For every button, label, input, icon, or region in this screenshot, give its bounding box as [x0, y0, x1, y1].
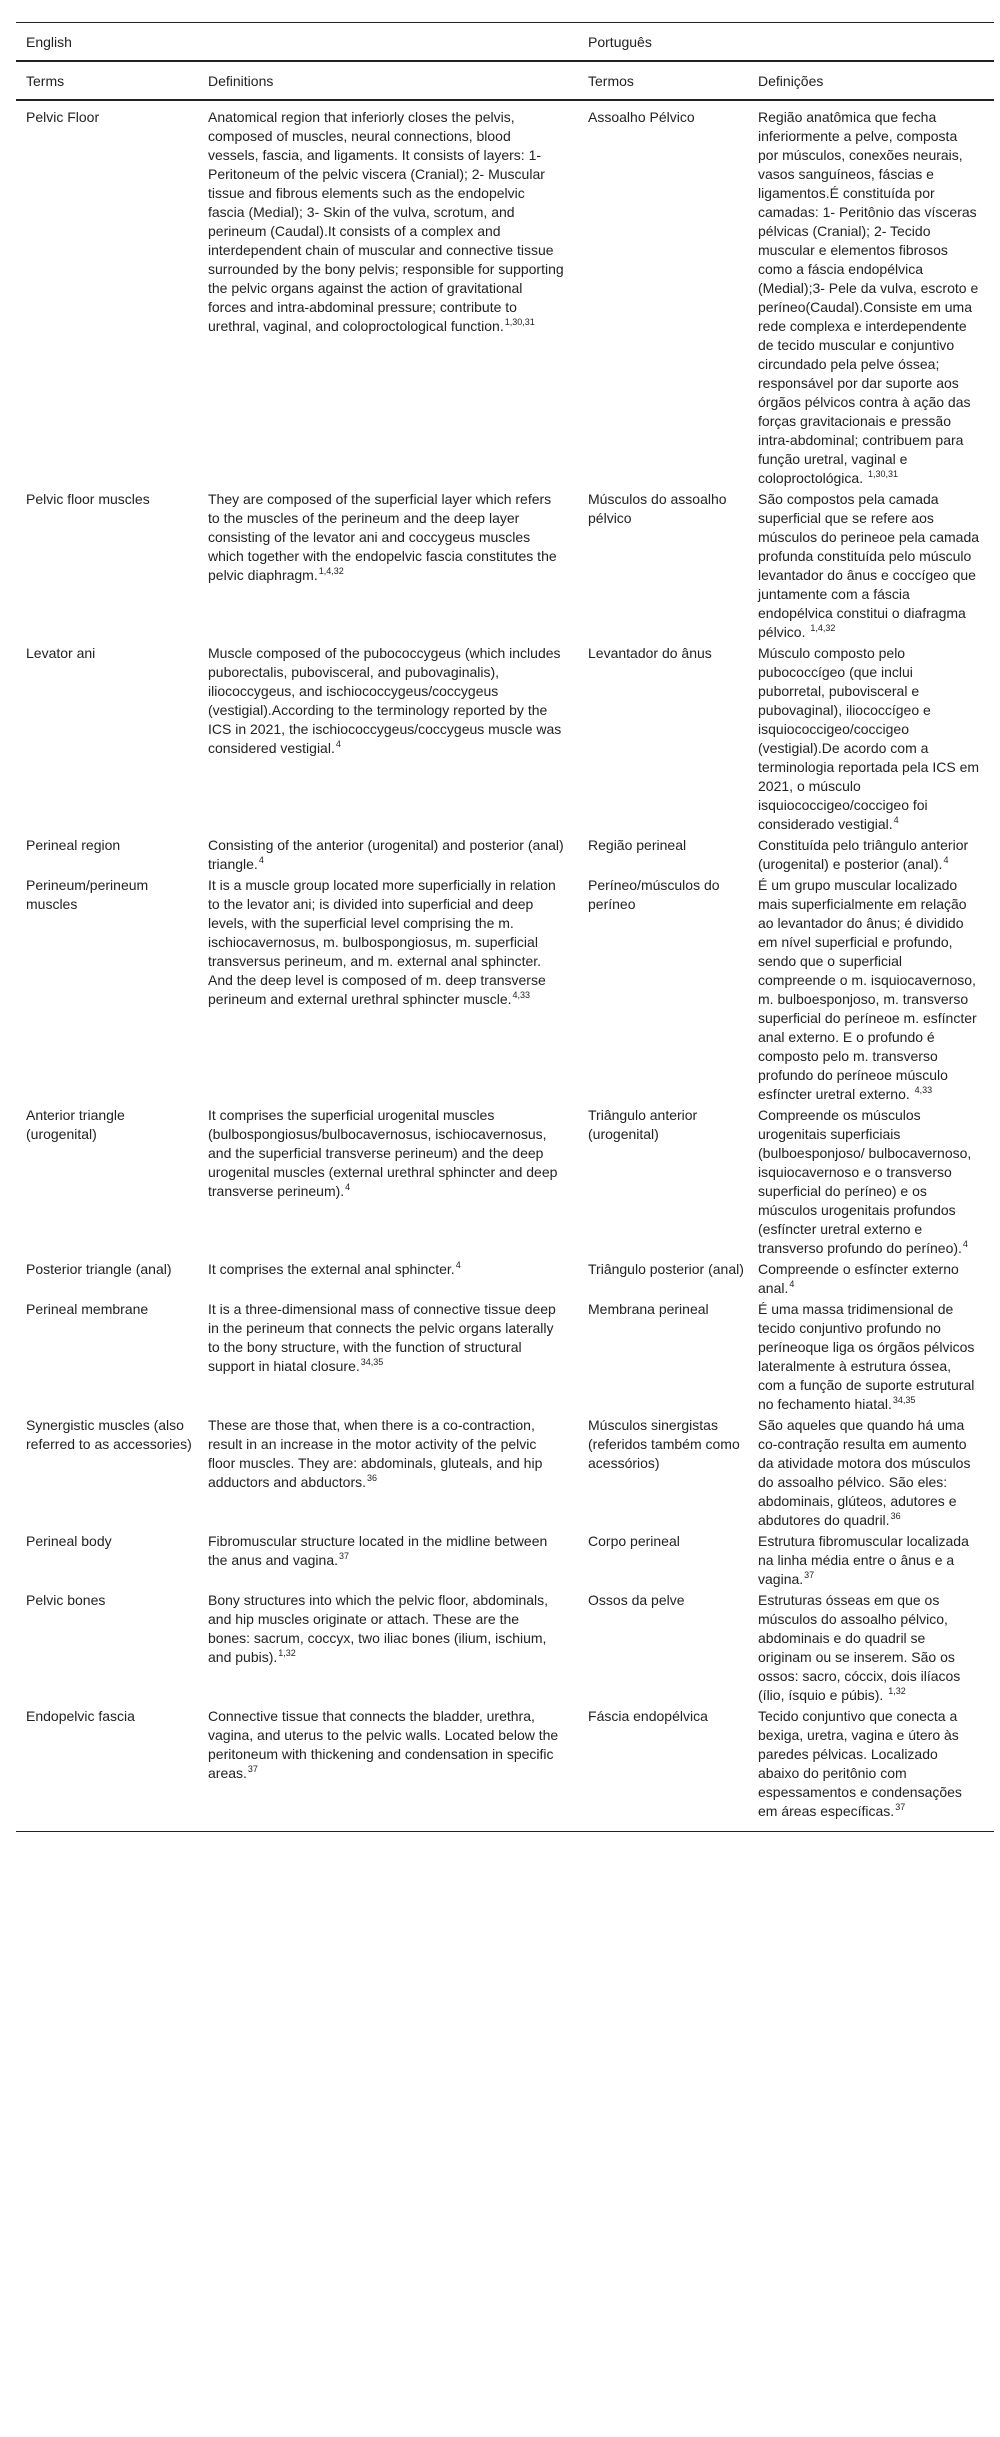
term-cell-text: Endopelvic fascia	[26, 1708, 135, 1724]
reference-superscript: 1,30,31	[867, 469, 898, 479]
termo-cell	[578, 489, 748, 643]
definicao-cell	[748, 1531, 994, 1590]
definicao-cell	[748, 875, 994, 1105]
definition-cell-text: It comprises the external anal sphincter.	[208, 1261, 455, 1277]
table-row	[16, 100, 994, 489]
term-cell	[16, 835, 198, 875]
reference-superscript: 37	[895, 1802, 906, 1812]
definicao-cell	[748, 835, 994, 875]
definicao-cell-text: É uma massa tridimensional de tecido conjuntivo profundo no períneoque liga os órgãos pélvicos lateralmente à estrutura óssea, com a função de suporte estrutural no fechamento hiatal.	[758, 1301, 975, 1412]
definition-cell-text: Anatomical region that inferiorly closes the pelvis, composed of muscles, neural connections, blood vessels, fascia, and ligaments. It consists of layers: 1- Peritoneum of the pelvic viscera (Cranial); 2- Muscular tissue and fibrous elements such as the endopelvic fascia (Medial); 3- Skin of the vulva, scrotum, and perineum (Caudal).It consists of a complex and interdependent chain of muscular and connective tissue surrounded by the bony pelvis; responsible for supporting the pelvic organs against the action of gravitational forces and intra-abdominal pressure; contribute to urethral, vaginal, and coloproctological function.	[208, 109, 564, 334]
definicao-cell	[748, 100, 994, 489]
definicao-cell	[748, 1706, 994, 1832]
definition-cell	[198, 875, 578, 1105]
definition-cell-text: Connective tissue that connects the bladder, urethra, vagina, and uterus to the pelvic walls. Located below the peritoneum with thickening and condensation in specific areas.	[208, 1708, 559, 1781]
table-row	[16, 875, 994, 1105]
termo-cell	[578, 1259, 748, 1299]
table-row	[16, 1590, 994, 1706]
term-cell-text: Levator ani	[26, 645, 96, 661]
table-row	[16, 1531, 994, 1590]
definicao-cell-text: São compostos pela camada superficial que se refere aos músculos do perineoe pela camada profunda constituída pelo músculo levantador do ânus e coccígeo que juntamente com a fáscia endopélvica constitui o diafragma pélvico.	[758, 491, 980, 640]
termo-cell	[578, 1706, 748, 1832]
glossary-table	[16, 22, 994, 1832]
termo-cell-text: Fáscia endopélvica	[588, 1708, 708, 1724]
definition-cell	[198, 1531, 578, 1590]
definicoes-header: Definições	[748, 61, 994, 100]
term-cell-text: Perineal body	[26, 1533, 112, 1549]
definicao-cell-text: Estrutura fibromuscular localizada na linha média entre o ânus e a vagina.	[758, 1533, 969, 1587]
definicao-cell-text: Região anatômica que fecha inferiormente a pelve, composta por músculos, conexões neurais, vasos sanguíneos, fáscias e ligamentos.É constituída por camadas: 1- Peritônio das vísceras pélvicas (Cranial); 2- Tecido muscular e elementos fibrosos como a fáscia endopélvica (Medial);3- Pele da vulva, escroto e períneo(Caudal).Consiste em uma rede complexa e interdependente de tecido muscular e conjuntivo circundado pela pelve óssea; responsável por dar suporte aos órgãos pélvicos contra à ação das forças gravitacionais e pressão intra-abdominal; contribuem para função uretral, vaginal e coloproctológica.	[758, 109, 979, 486]
term-cell-text: Perineal membrane	[26, 1301, 149, 1317]
termo-cell	[578, 1299, 748, 1415]
definition-cell-text: It is a muscle group located more superficially in relation to the levator ani; is divided into superficial and deep levels, with the superficial level comprising the m. ischiocavernosus, m. bulbospongiosus, m. superficial transversus perineum, and m. external anal sphincter. And the deep level is composed of m. deep transverse perineum and external urethral sphincter muscle.	[208, 877, 556, 1007]
definicao-cell-text: Compreende o esfíncter externo anal.	[758, 1261, 959, 1296]
term-cell-text: Perineum/perineum muscles	[26, 877, 149, 912]
definicao-cell	[748, 1299, 994, 1415]
termo-cell	[578, 835, 748, 875]
definicao-cell-text: Tecido conjuntivo que conecta a bexiga, uretra, vagina e útero às paredes pélvicas. Localizado abaixo do peritônio com espessamentos e condensações em áreas específicas.	[758, 1708, 962, 1819]
reference-superscript: 4	[258, 855, 264, 865]
termo-cell-text: Músculos sinergistas (referidos também como acessórios)	[588, 1417, 740, 1471]
reference-superscript: 4	[789, 1279, 795, 1289]
column-header-row	[16, 61, 994, 100]
term-cell	[16, 100, 198, 489]
termo-cell-text: Membrana perineal	[588, 1301, 709, 1317]
definicao-cell	[748, 643, 994, 835]
definicao-cell	[748, 1590, 994, 1706]
definicao-cell-text: Compreende os músculos urogenitais superficiais (bulboesponjoso/ bulbocavernoso, isquiocavernoso e o transverso superficial do períneo) e os músculos urogenitais profundos (esfíncter uretral externo e transverso profundo do períneo).	[758, 1107, 972, 1256]
termo-cell	[578, 875, 748, 1105]
table-row	[16, 643, 994, 835]
termo-cell-text: Ossos da pelve	[588, 1592, 685, 1608]
definicao-cell	[748, 1415, 994, 1531]
term-cell-text: Pelvic bones	[26, 1592, 106, 1608]
reference-superscript: 4,33	[512, 990, 531, 1000]
definicao-cell	[748, 489, 994, 643]
definition-cell	[198, 1259, 578, 1299]
definicao-cell-text: São aqueles que quando há uma co-contração resulta em aumento da atividade motora dos músculos do assoalho pélvico. São eles: abdominais, glúteos, adutores e abdutores do quadril.	[758, 1417, 971, 1528]
term-cell	[16, 1299, 198, 1415]
termo-cell-text: Levantador do ânus	[588, 645, 712, 661]
term-cell	[16, 1590, 198, 1706]
term-cell-text: Perineal region	[26, 837, 121, 853]
definition-cell-text: It is a three-dimensional mass of connective tissue deep in the perineum that connects the pelvic organs laterally to the bony structure, with the function of structural support in hiatal closure.	[208, 1301, 556, 1374]
definition-cell	[198, 1105, 578, 1259]
termo-cell	[578, 100, 748, 489]
reference-superscript: 36	[367, 1473, 378, 1483]
term-cell	[16, 1706, 198, 1832]
termo-cell	[578, 1415, 748, 1531]
termo-cell-text: Corpo perineal	[588, 1533, 680, 1549]
termo-cell-text: Períneo/músculos do períneo	[588, 877, 720, 912]
reference-superscript: 4	[335, 739, 341, 749]
terms-header: Terms	[16, 61, 198, 100]
definition-cell	[198, 100, 578, 489]
reference-superscript: 1,4,32	[318, 566, 344, 576]
table-row	[16, 1259, 994, 1299]
reference-superscript: 1,4,32	[810, 623, 836, 633]
definition-cell-text: Muscle composed of the pubococcygeus (which includes puborectalis, pubovisceral, and pubovaginalis), iliococcygeus, and ischiococcygeus/coccygeus (vestigial).According to the terminology reported by the ICS in 2021, the ischiococcygeus/coccygeus muscle was considered vestigial.	[208, 645, 562, 756]
table-row	[16, 1706, 994, 1832]
english-header: English	[16, 23, 578, 62]
definition-cell-text: Consisting of the anterior (urogenital) and posterior (anal) triangle.	[208, 837, 564, 872]
definicao-cell	[748, 1105, 994, 1259]
term-cell-text: Pelvic Floor	[26, 109, 100, 125]
reference-superscript: 4	[455, 1260, 461, 1270]
term-cell-text: Anterior triangle (urogenital)	[26, 1107, 125, 1142]
reference-superscript: 4,33	[914, 1085, 933, 1095]
termo-cell-text: Músculos do assoalho pélvico	[588, 491, 727, 526]
term-cell	[16, 1259, 198, 1299]
definicao-cell-text: Constituída pelo triângulo anterior (urogenital) e posterior (anal).	[758, 837, 969, 872]
definition-cell	[198, 643, 578, 835]
reference-superscript: 1,32	[888, 1686, 906, 1696]
definitions-header: Definitions	[198, 61, 578, 100]
reference-superscript: 4	[943, 855, 949, 865]
term-cell-text: Synergistic muscles (also referred to as accessories)	[26, 1417, 192, 1452]
definition-cell-text: Fibromuscular structure located in the midline between the anus and vagina.	[208, 1533, 548, 1568]
reference-superscript: 37	[339, 1551, 350, 1561]
term-cell	[16, 1415, 198, 1531]
definition-cell-text: It comprises the superficial urogenital muscles (bulbospongiosus/bulbocavernosus, ischiocavernosus, and the superficial transverse perineum) and the deep urogenital muscles (external urethral sphincter and deep transverse perineum).	[208, 1107, 558, 1199]
definition-cell	[198, 489, 578, 643]
term-cell	[16, 1105, 198, 1259]
termo-cell-text: Assoalho Pélvico	[588, 109, 695, 125]
term-cell	[16, 489, 198, 643]
reference-superscript: 1,30,31	[504, 317, 535, 327]
termo-cell	[578, 643, 748, 835]
term-cell	[16, 643, 198, 835]
reference-superscript: 34,35	[360, 1357, 384, 1367]
term-cell-text: Posterior triangle (anal)	[26, 1261, 172, 1277]
reference-superscript: 34,35	[892, 1395, 916, 1405]
definicao-cell-text: Músculo composto pelo pubococcígeo (que inclui puborretal, pubovisceral e pubovaginal), iliococcígeo e isquiococcigeo/coccigeo (vestigial).De acordo com a terminologia reportada pela ICS em 2021, o músculo isquiococcigeo/coccigeo foi considerado vestigial.	[758, 645, 980, 832]
definition-cell-text: They are composed of the superficial layer which refers to the muscles of the perineum and the deep layer consisting of the levator ani and coccygeus muscles which together with the endopelvic fascia constitutes the pelvic diaphragm.	[208, 491, 557, 583]
table-row	[16, 835, 994, 875]
termo-cell-text: Triângulo anterior (urogenital)	[588, 1107, 698, 1142]
definicao-cell-text: É um grupo muscular localizado mais superficialmente em relação ao levantador do ânus; é dividido em nível superficial e profundo, sendo que o superficial compreende o m. isquiocavernoso, m. bulboesponjoso, m. transverso superficial do períneoe m. esfíncter anal externo. E o profundo é composto pelo m. transverso profundo do períneoe músculo esfíncter uretral externo.	[758, 877, 977, 1102]
definicao-cell	[748, 1259, 994, 1299]
reference-superscript: 37	[804, 1570, 815, 1580]
reference-superscript: 4	[893, 815, 899, 825]
reference-superscript: 36	[890, 1511, 901, 1521]
definition-cell	[198, 1299, 578, 1415]
definition-cell-text: These are those that, when there is a co-contraction, result in an increase in the motor activity of the pelvic floor muscles. They are: abdominals, gluteals, and hip adductors and abductors.	[208, 1417, 543, 1490]
definicao-cell-text: Estruturas ósseas em que os músculos do assoalho pélvico, abdominais e do quadril se originam ou se inserem. São os ossos: sacro, cóccix, dois ilíacos (ílio, ísquio e púbis).	[758, 1592, 961, 1703]
reference-superscript: 1,32	[278, 1648, 296, 1658]
reference-superscript: 4	[962, 1239, 968, 1249]
term-cell	[16, 1531, 198, 1590]
table-row	[16, 1299, 994, 1415]
termo-cell-text: Região perineal	[588, 837, 687, 853]
definition-cell-text: Bony structures into which the pelvic floor, abdominals, and hip muscles originate or attach. These are the bones: sacrum, coccyx, two iliac bones (ilium, ischium, and pubis).	[208, 1592, 549, 1665]
language-header-row	[16, 23, 994, 62]
termo-cell	[578, 1531, 748, 1590]
definition-cell	[198, 835, 578, 875]
definition-cell	[198, 1706, 578, 1832]
table-row	[16, 1105, 994, 1259]
termo-cell	[578, 1105, 748, 1259]
termos-header: Termos	[578, 61, 748, 100]
termo-cell	[578, 1590, 748, 1706]
reference-superscript: 4	[345, 1182, 351, 1192]
table-row	[16, 489, 994, 643]
definition-cell	[198, 1590, 578, 1706]
term-cell	[16, 875, 198, 1105]
reference-superscript: 37	[247, 1764, 258, 1774]
termo-cell-text: Triângulo posterior (anal)	[588, 1261, 744, 1277]
portugues-header: Português	[578, 23, 994, 62]
definition-cell	[198, 1415, 578, 1531]
term-cell-text: Pelvic floor muscles	[26, 491, 150, 507]
table-row	[16, 1415, 994, 1531]
